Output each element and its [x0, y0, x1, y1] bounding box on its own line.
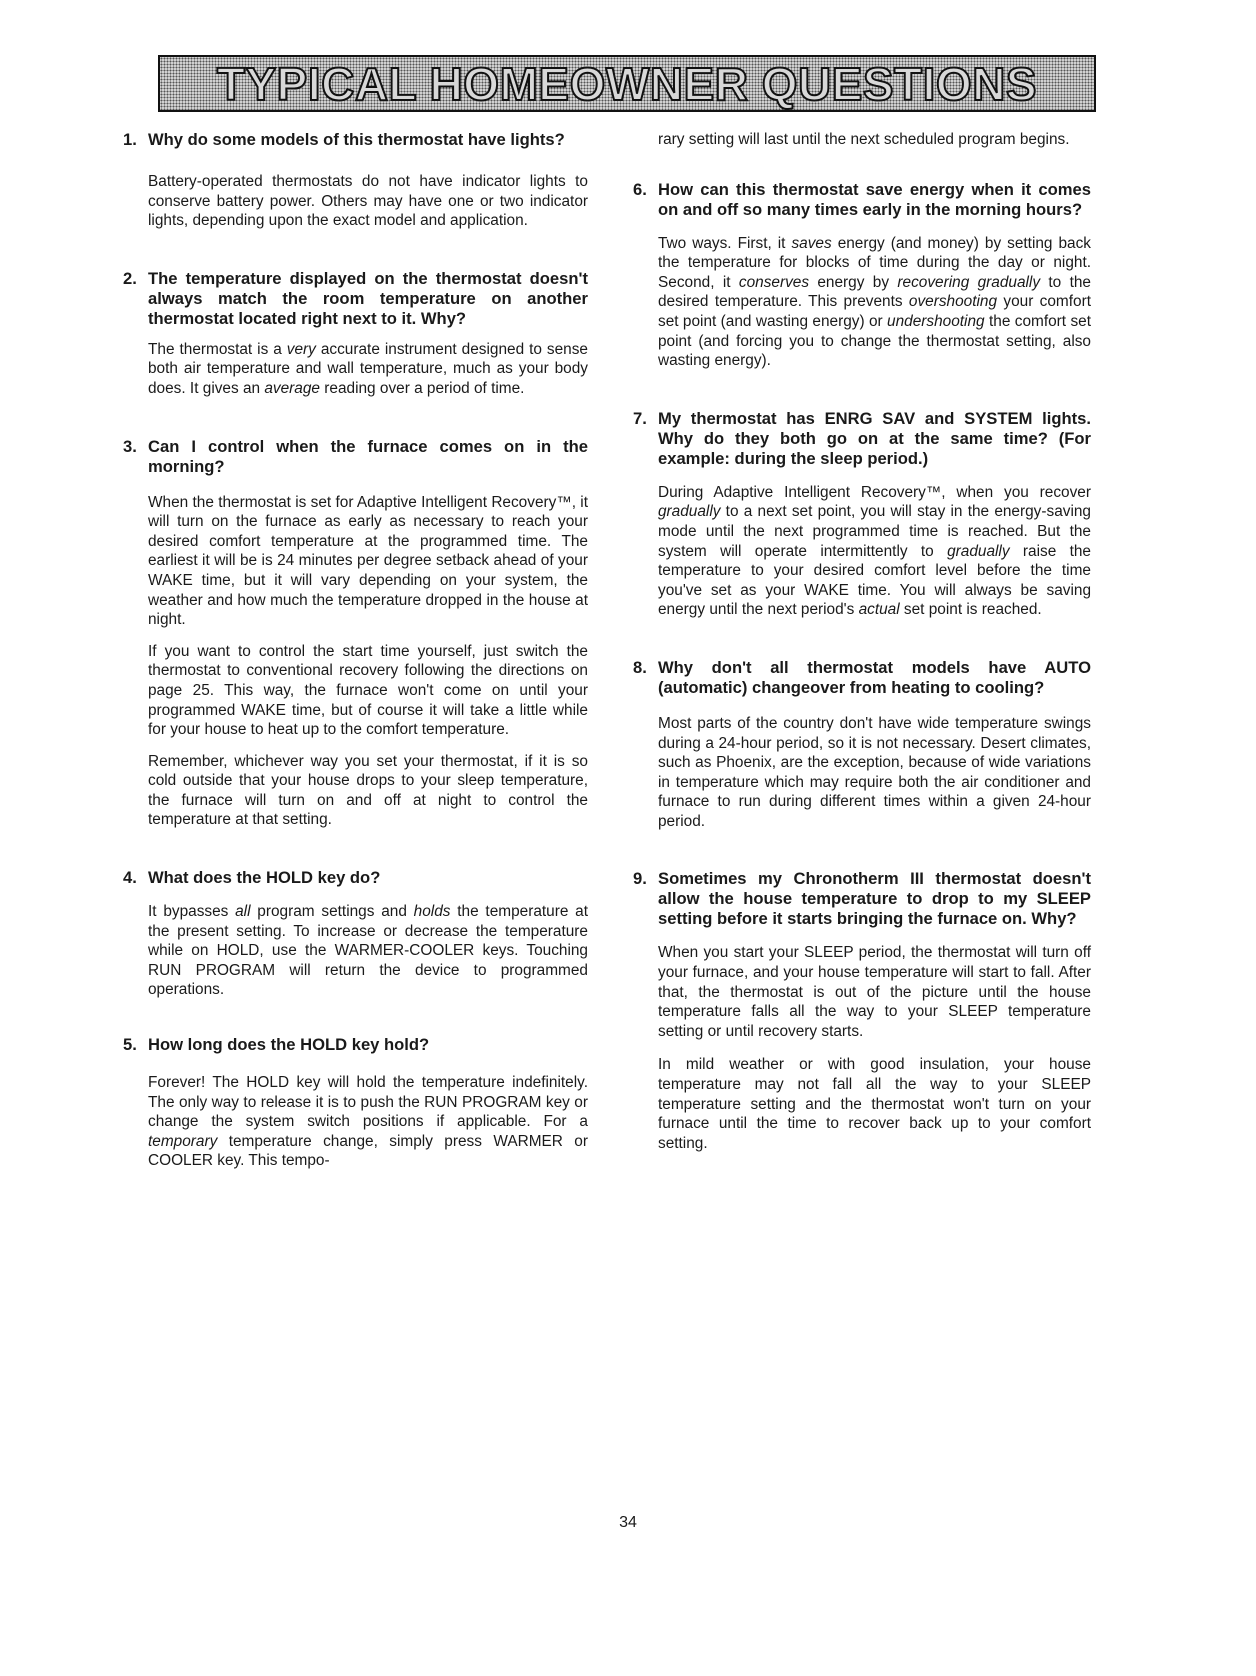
answer-emphasis: gradually — [658, 503, 721, 521]
right-column — [633, 130, 1091, 1153]
answer-emphasis: gradually — [947, 542, 1010, 560]
answer-segment: accurate instrument designed to sense both air temperature and wall temperature, much as your body does. It gives an — [148, 340, 588, 397]
question — [123, 437, 588, 477]
page-title: TYPICAL HOMEOWNER QUESTIONS — [216, 57, 1038, 110]
question — [633, 869, 1091, 929]
answer-segment: the temperature at the present setting. To increase or decrease the temperature while on HOLD, use the WARMER-COOLER keys. Touching RUN PROGRAM will return the device to programmed operations. — [148, 903, 589, 999]
question-number: 4. — [123, 868, 137, 888]
answer-emphasis: undershooting — [887, 312, 985, 330]
answer-text — [148, 902, 588, 1000]
left-column — [123, 130, 588, 1171]
question-text: Can I control when the furnace comes on in the morning? — [148, 436, 588, 476]
qa-item-5 — [123, 1035, 588, 1171]
answer-text: Battery-operated thermostats do not have indicator lights to conserve battery power. Others may have one or two indicator lights, depending upon the exact model and application. — [148, 173, 588, 230]
answer-text — [658, 234, 1091, 371]
answer-segment: set point is reached. — [899, 601, 1042, 619]
answer-emphasis: temporary — [148, 1132, 218, 1150]
answer-text: When the thermostat is set for Adaptive Intelligent Recovery™, it will turn on the furnace as early as necessary to reach your desired comfort temperature at the programmed time. The earliest it will be is 24 minutes per degree setback ahead of your WAKE time, but it will vary depending on your system, the weather and how much the temperature dropped in the house at night. — [148, 493, 588, 629]
qa-item-8 — [633, 658, 1091, 832]
question-text: How can this thermostat save energy when it comes on and off so many times early in the morning hours? — [658, 179, 1091, 219]
question — [633, 409, 1091, 469]
answer-segment: energy (and money) by setting back the temperature for blocks of time during the day or night. Second, it — [658, 234, 1091, 291]
qa-item-4 — [123, 868, 588, 1000]
question-text: Why do some models of this thermostat have lights? — [148, 130, 565, 149]
qa-item-6 — [633, 180, 1091, 371]
question-text: My thermostat has ENRG SAV and SYSTEM lights. Why do they both go on at the same time? (For example: during the sleep period.) — [658, 408, 1091, 468]
answer-segment: program settings and — [250, 903, 414, 921]
question — [123, 269, 588, 329]
question — [123, 868, 588, 888]
answer-segment: to a next set point, you will stay in the energy-saving mode until the next programmed time is reached. But the system will operate intermittently to — [658, 503, 1091, 560]
question-number: 9. — [633, 869, 647, 889]
answer-text: Remember, whichever way you set your thermostat, if it is so cold outside that your house drops to your sleep temperature, the furnace will turn on and off at night to control the temperature at that setting. — [148, 752, 588, 829]
answer-segment: Two ways. First, it — [658, 234, 792, 252]
answer-emphasis: all — [235, 903, 251, 921]
question-number: 7. — [633, 408, 647, 428]
question — [123, 1035, 588, 1055]
answer-text: If you want to control the start time yourself, just switch the thermostat to conventional recovery following the directions on page 25. This way, the furnace won't come on until your programmed WAKE time, but of course it will take a little while for your house to heat up to the comfort temperature. — [148, 642, 588, 739]
question-text: What does the HOLD key do? — [148, 868, 381, 888]
question — [123, 130, 588, 150]
answer-emphasis: conserves — [738, 273, 810, 291]
title-banner — [158, 55, 1096, 112]
answer-text: When you start your SLEEP period, the thermostat will turn off your furnace, and your house temperature will start to fall. After that, the thermostat is out of the picture until the house temperature falls all the way to your SLEEP temperature setting or until recovery starts. — [658, 944, 1091, 1040]
question-number: 1. — [123, 130, 137, 149]
answer-segment: energy by — [809, 273, 898, 291]
page-number: 34 — [619, 1514, 637, 1531]
answer-segment: During Adaptive Intelligent Recovery™, when you recover — [658, 483, 1091, 501]
answer-segment: The thermostat is a — [148, 340, 287, 358]
question-number: 8. — [633, 657, 647, 677]
question-text: Sometimes my Chronotherm III thermostat doesn't allow the house temperature to drop to my SLEEP setting before it starts bringing the furnace on. Why? — [658, 869, 1091, 929]
answer-continuation: rary setting will last until the next scheduled program begins. — [658, 131, 1070, 148]
answer-segment: your comfort set point (and wasting energy) or — [658, 293, 1091, 330]
answer-text — [148, 1073, 588, 1171]
qa-item-9 — [633, 869, 1091, 1153]
qa-item-7 — [633, 409, 1091, 620]
answer-emphasis: actual — [858, 601, 900, 619]
question-text: How long does the HOLD key hold? — [148, 1035, 430, 1055]
qa-item-2 — [123, 269, 588, 399]
question-text: The temperature displayed on the thermostat doesn't always match the room temperature on another thermostat located right next to it. Why? — [148, 268, 588, 328]
answer-segment: Forever! The HOLD key will hold the temperature indefinitely. The only way to release it is to push the RUN PROGRAM key or change the system switch positions if applicable. For a — [148, 1074, 588, 1131]
answer-segment: It bypasses — [148, 903, 236, 921]
answer-emphasis: holds — [413, 903, 451, 921]
answer-segment: raise the temperature to your desired comfort level before the time you've set as your WAKE time. You will always be saving energy until the next period's — [658, 542, 1091, 619]
question-number: 5. — [123, 1035, 137, 1055]
question — [633, 180, 1091, 220]
answer-emphasis: overshooting — [908, 293, 998, 311]
answer-segment: reading over a period of time. — [319, 379, 525, 397]
qa-item-1 — [123, 130, 588, 231]
question-text: Why don't all thermostat models have AUTO (automatic) changeover from heating to cooling? — [658, 657, 1091, 697]
answer-segment: to the desired temperature. This prevents — [658, 273, 1091, 311]
answer-emphasis: average — [264, 379, 320, 397]
answer-segment: the comfort set point (and forcing you to change the thermostat setting, also wasting energy). — [658, 312, 1091, 370]
answer-text — [148, 340, 588, 399]
answer-emphasis: recovering gradually — [897, 273, 1041, 291]
answer-text — [658, 483, 1091, 620]
question-number: 6. — [633, 179, 647, 199]
answer-emphasis: saves — [791, 234, 832, 252]
question — [633, 658, 1091, 698]
question-number: 3. — [123, 436, 137, 456]
answer-segment: temperature change, simply press WARMER or COOLER key. This tempo- — [148, 1132, 588, 1170]
question-number: 2. — [123, 268, 137, 288]
answer-text: In mild weather or with good insulation, your house temperature may not fall all the way to your SLEEP temperature setting and the thermostat won't turn on your furnace until the time to recover back up to your comfort setting. — [658, 1056, 1091, 1152]
answer-text: Most parts of the country don't have wide temperature swings during a 24-hour period, so it is not necessary. Desert climates, such as Phoenix, are the exception, because of wide variations in temperature which may require both the air conditioner and furnace to run during different times within a given 24-hour period. — [658, 714, 1091, 830]
answer-emphasis: very — [286, 340, 316, 358]
qa-item-3 — [123, 437, 588, 831]
